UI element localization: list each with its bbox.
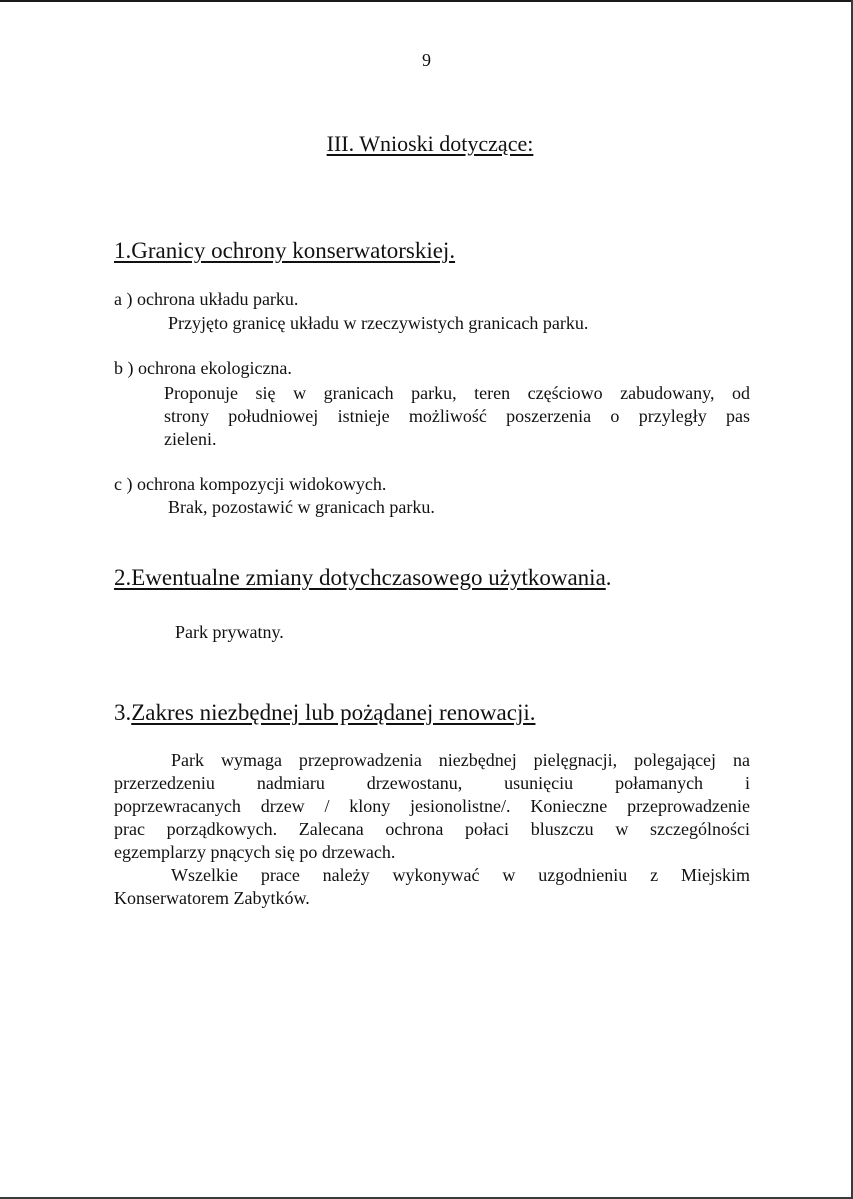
section-1-heading — [114, 238, 455, 264]
paragraph-line: egzemplarzy pnących się po drzewach. — [114, 842, 396, 862]
item-b-line: zieleni. — [164, 429, 217, 449]
item-c-text: Brak, pozostawić w granicach parku. — [168, 497, 435, 517]
paragraph-line: poprzewracanych drzew / klony jesionolistne/. Konieczne przeprowadzenie — [114, 796, 750, 816]
page-number: 9 — [422, 50, 431, 70]
item-c-label: c ) ochrona kompozycji widokowych. — [114, 474, 387, 494]
section-3-heading-text: Zakres niezbędnej lub pożądanej renowacji. — [131, 700, 536, 725]
page-border-top — [0, 0, 853, 2]
paragraph-line: przerzedzeniu nadmiaru drzewostanu, usunięciu połamanych i — [114, 773, 750, 793]
section-2-heading-text: 2.Ewentualne zmiany dotychczasowego użytkowania — [114, 565, 606, 590]
paragraph-line: prac porządkowych. Zalecana ochrona połaci bluszczu w szczególności — [114, 819, 750, 839]
item-b-line: Proponuje się w granicach parku, teren częściowo zabudowany, od — [164, 383, 750, 403]
section-2-text: Park prywatny. — [175, 622, 284, 642]
page-title: III. Wnioski dotyczące: — [326, 131, 534, 156]
section-3-heading — [114, 700, 535, 726]
section-1-heading-text: 1.Granicy ochrony konserwatorskiej. — [114, 238, 456, 263]
section-3-paragraph-1 — [114, 749, 750, 864]
section-3-paragraph-2 — [114, 864, 750, 910]
item-a-text: Przyjęto granicę układu w rzeczywistych granicach parku. — [168, 313, 589, 333]
item-b-label: b ) ochrona ekologiczna. — [114, 358, 292, 378]
paragraph-line: Park wymaga przeprowadzenia niezbędnej pielęgnacji, polegającej na — [171, 750, 750, 770]
section-2-heading — [114, 565, 612, 591]
section-2-heading-period: . — [605, 565, 612, 590]
paragraph-line: Wszelkie prace należy wykonywać w uzgodnieniu z Miejskim — [171, 865, 750, 885]
section-3-heading-number: 3. — [114, 700, 132, 725]
item-a-label: a ) ochrona układu parku. — [114, 289, 299, 309]
paragraph-line: Konserwatorem Zabytków. — [114, 888, 310, 908]
item-b-text — [164, 382, 750, 451]
item-b-line: strony południowej istnieje możliwość poszerzenia o przyległy pas — [164, 406, 750, 426]
